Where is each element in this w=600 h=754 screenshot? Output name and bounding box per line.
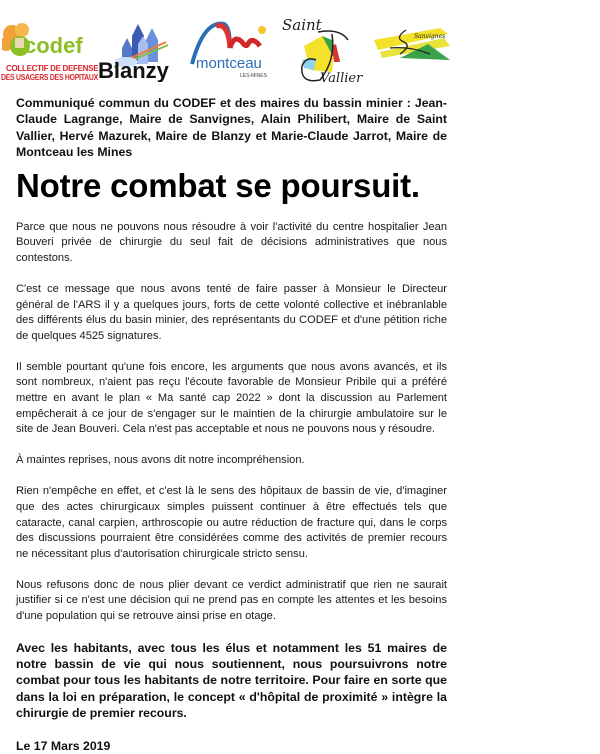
- page-title: Notre combat se poursuit.: [16, 166, 420, 204]
- intro-paragraph: Communiqué commun du CODEF et des maires du bassin minier : Jean-Claude Lagrange, Maire de Sanvignes, Alain Philibert, Maire de Saint Vallier, Hervé Mazurek, Maire de Blanzy et Marie-Claude Jarrot, Maire de Montceau les Mines: [16, 96, 447, 160]
- codef-logo-subtitle-1: COLLECTIF DE DEFENSE: [6, 64, 99, 73]
- saint-vallier-logo: [280, 10, 366, 86]
- logo-banner: [0, 0, 600, 90]
- codef-logo: [2, 22, 86, 62]
- montceau-logo-subtitle: LES-MINES: [240, 73, 267, 79]
- saint-vallier-logo-line1: Saint: [282, 16, 322, 34]
- codef-logo-text: codef: [24, 33, 83, 58]
- body-paragraph: Rien n'empêche en effet, et c'est là le sens des hôpitaux de bassin de vie, d'imaginer que des actes chirurgicaux simples puissent continuer à être effectués tels que cataracte, canal carpien, arthroscopie ou autre réduction de fracture qui, dans le corps des discussions pourraient être considérées comme des activités de premier recours ne nécessitant plus d'autorisation chirurgicale stricto sensu.: [16, 485, 447, 560]
- sanvignes-logo: [370, 24, 454, 64]
- montceau-logo: [186, 18, 276, 80]
- montceau-logo-text: montceau: [196, 55, 262, 72]
- body-paragraph: Nous refusons donc de nous plier devant ce verdict administratif que rien ne saurait justifier si ce n'est une décision qui ne prend pas en compte les attentes et les besoins d'une population qui se retrouve ainsi prise en otage.: [16, 578, 447, 622]
- codef-logo-subtitle-2: DES USAGERS DES HOPITAUX: [1, 73, 98, 82]
- body-paragraph: Il semble pourtant qu'une fois encore, les arguments que nous avons avancés, et ils sont nombreux, n'aient pas reçu l'écoute favorable de Monsieur Pribile qui a préféré mettre en avant le plan « Ma santé cap 2022 » dont la discussion au Parlement empêcherait à ce jour de s'engager sur le maintien de la chirurgie ambulatoire sur le site de Jean Bouveri. Cela n'est pas acceptable et nous ne pouvons nous y résoudre.: [16, 360, 447, 436]
- sanvignes-logo-text: Sanvignes: [414, 33, 446, 40]
- blanzy-logo-text: Blanzy: [98, 58, 169, 82]
- body-paragraph: C'est ce message que nous avons tenté de faire passer à Monsieur le Directeur général de l'ARS il y a quelques jours, forts de cette volonté collective et inébranlable des différents élus du basin minier, des représentants du CODEF et d'une pétition riche de quelques 4525 signatures.: [16, 282, 447, 342]
- date-line: Le 17 Mars 2019: [16, 738, 111, 753]
- saint-vallier-logo-line2: Vallier: [320, 71, 363, 86]
- press-release: [16, 95, 447, 754]
- blanzy-logo: [96, 18, 176, 82]
- body-paragraph: Parce que nous ne pouvons nous résoudre à voir l'activité du centre hospitalier Jean Bouveri privée de chirurgie du seul fait de décisions administratives que nous contestons.: [16, 220, 447, 264]
- closing-paragraph: Avec les habitants, avec tous les élus et notamment les 51 maires de notre bassin de vie qui nous soutiennent, nous poursuivrons notre combat pour tous les habitants de notre territoire. Pour faire en sorte que dans la loi en préparation, le concept « d'hôpital de proximité » intègre la chirurgie de premier recours.: [16, 640, 447, 721]
- body-paragraph: À maintes reprises, nous avons dit notre incompréhension.: [16, 454, 305, 467]
